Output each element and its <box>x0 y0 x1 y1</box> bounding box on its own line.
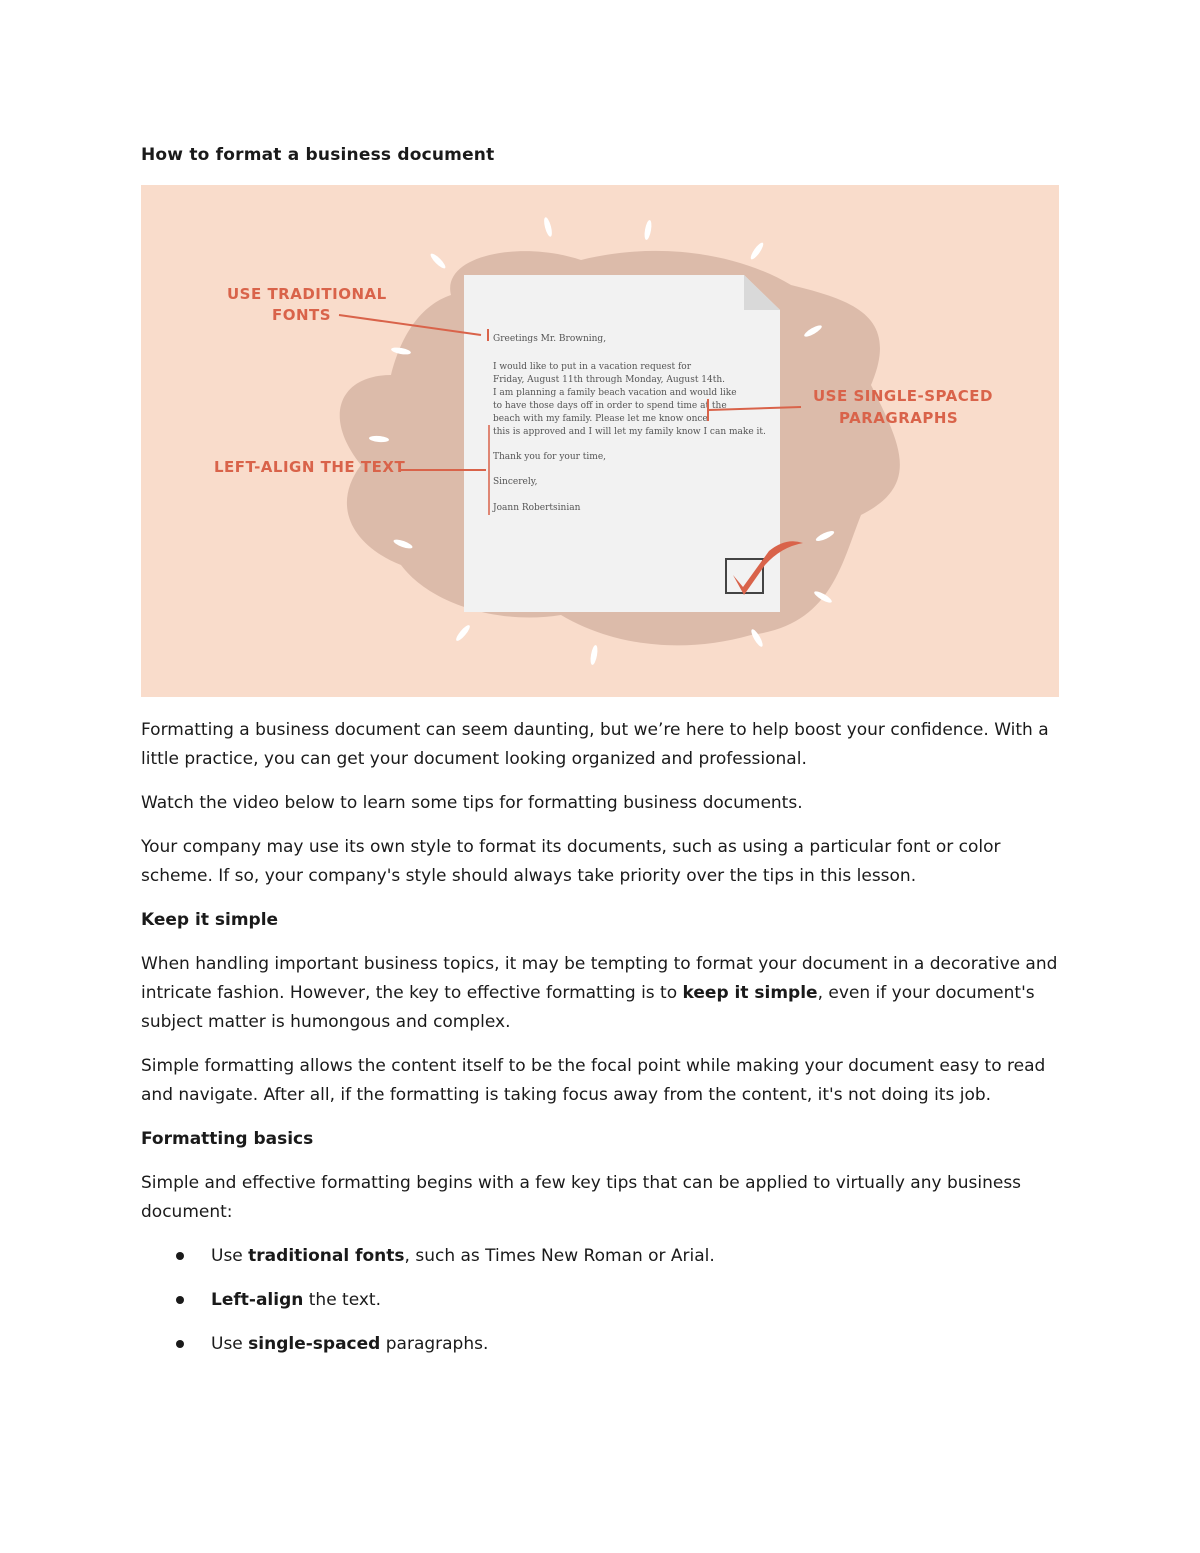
letter-closing: Sincerely, <box>493 477 538 487</box>
letter-line: beach with my family. Please let me know once <box>493 414 708 424</box>
keep-simple-paragraph <box>141 950 1059 1037</box>
callout-fonts-line1: USE TRADITIONAL <box>227 285 387 303</box>
text-run: , such as Times New Roman or Arial. <box>404 1246 715 1266</box>
tips-list <box>141 1242 1059 1359</box>
text-run: Use <box>211 1246 249 1266</box>
letter-line: Friday, August 11th through Monday, August 14th. <box>493 375 726 385</box>
bold-text: traditional fonts <box>248 1246 405 1266</box>
letter-paper <box>464 275 780 612</box>
callout-align-label: LEFT-ALIGN THE TEXT <box>214 458 406 476</box>
letter-signature: Joann Robertsinian <box>493 503 581 513</box>
letter-line: this is approved and I will let my family know I can make it. <box>493 427 766 437</box>
section-heading-keep-simple: Keep it simple <box>141 910 279 930</box>
bold-text: keep it simple <box>682 983 818 1003</box>
callout-spaced-line2: PARAGRAPHS <box>839 409 959 427</box>
basics-intro: Simple and effective formatting begins with a few key tips that can be applied to virtually any business document: <box>141 1173 1022 1222</box>
illustration-svg <box>141 185 1059 697</box>
bullet-icon <box>176 1340 184 1348</box>
letter-line: I am planning a family beach vacation and would like <box>493 388 737 398</box>
list-item <box>141 1242 1059 1271</box>
callout-fonts-line2: FONTS <box>272 306 332 324</box>
bullet-icon <box>176 1252 184 1260</box>
document-title: How to format a business document <box>141 145 495 165</box>
text-run: When handling important business topics, it may be tempting to format your document in a decorative and intricate fashion. However, the key to effective formatting is to <box>141 954 1058 1003</box>
text-run: paragraphs. <box>380 1334 489 1354</box>
bullet-icon <box>176 1296 184 1304</box>
intro-paragraph: Watch the video below to learn some tips for formatting business documents. <box>141 793 803 813</box>
text-run: the text. <box>303 1290 382 1310</box>
keep-simple-paragraph: Simple formatting allows the content itself to be the focal point while making your document easy to read and navigate. After all, if the formatting is taking focus away from the content, it's not doing its job. <box>141 1056 1046 1105</box>
callout-spaced-line1: USE SINGLE-SPACED <box>813 387 993 405</box>
letter-line: to have those days off in order to spend time at the <box>493 401 727 411</box>
article-body <box>141 716 1059 1374</box>
letter-line: I would like to put in a vacation request for <box>493 362 692 372</box>
letter-thanks: Thank you for your time, <box>493 452 607 462</box>
list-item <box>141 1330 1059 1359</box>
intro-paragraph: Your company may use its own style to format its documents, such as using a particular font or color scheme. If so, your company's style should always take priority over the tips in this lesson. <box>141 837 1001 886</box>
intro-paragraph: Formatting a business document can seem daunting, but we’re here to help boost your confidence. With a little practice, you can get your document looking organized and professional. <box>141 720 1049 769</box>
hero-illustration <box>141 185 1059 697</box>
bold-text: Left-align <box>211 1290 304 1310</box>
text-run: Use <box>211 1334 249 1354</box>
text-run: , even if your document's subject matter is humongous and complex. <box>141 983 1035 1032</box>
section-heading-basics: Formatting basics <box>141 1129 314 1149</box>
bold-text: single-spaced <box>248 1334 381 1354</box>
list-item <box>141 1286 1059 1315</box>
letter-greeting: Greetings Mr. Browning, <box>493 334 607 344</box>
